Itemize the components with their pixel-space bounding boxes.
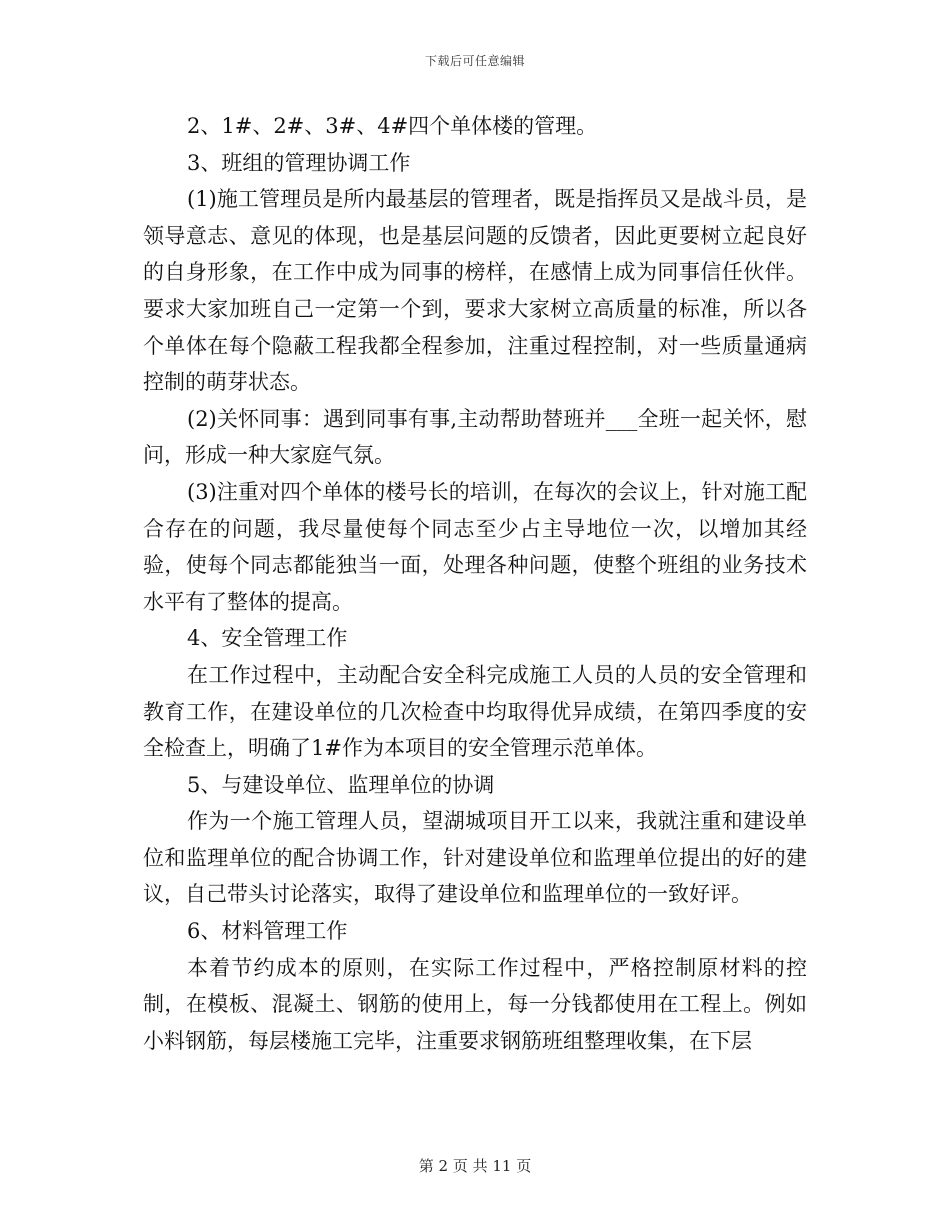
paragraph-training: (3)注重对四个单体的楼号长的培训，在每次的会议上，针对施工配合存在的问题，我尽量使每个同志至少占主导地位一次，以增加其经验，使每个同志都能独当一面，处理各种问题，使整个班组的业务技术水平有了整体的提高。 xyxy=(143,479,807,614)
section-heading-coordination: 5、与建设单位、监理单位的协调 xyxy=(187,772,495,797)
section-heading-safety-management: 4、安全管理工作 xyxy=(187,626,348,651)
header-note: 下载后可任意编辑 xyxy=(424,54,525,68)
paragraph-item-heading: 2、1#、2#、3#、4#四个单体楼的管理。 xyxy=(187,114,598,138)
page-number: 第 2 页 共 11 页 xyxy=(418,1157,532,1175)
paragraph-safety-management: 在工作过程中，主动配合安全科完成施工人员的人员的安全管理和教育工作，在建设单位的几次检查中均取得优异成绩，在第四季度的安全检查上，明确了1#作为本项目的安全管理示范单体。 xyxy=(143,662,807,761)
paragraph-coordination: 作为一个施工管理人员，望湖城项目开工以来，我就注重和建设单位和监理单位的配合协调工作，针对建设单位和监理单位提出的好的建议，自己带头讨论落实，取得了建设单位和监理单位的一致好评。 xyxy=(143,809,807,907)
paragraph-construction-manager-role: (1)施工管理员是所内最基层的管理者，既是指挥员又是战斗员，是领导意志、意见的体现，也是基层问题的反馈者，因此更要树立起良好的自身形象，在工作中成为同事的榜样，在感情上成为同事信任伙伴。要求大家加班自己一定第一个到，要求大家树立高质量的标准，所以各个单体在每个隐蔽工程我都全程参加，注重过程控制，对一些质量通病控制的萌芽状态。 xyxy=(143,187,807,395)
document-body xyxy=(143,108,807,1059)
section-heading-team-management: 3、班组的管理协调工作 xyxy=(187,150,411,175)
paragraph-material-management: 本着节约成本的原则，在实际工作过程中，严格控制原材料的控制，在模板、混凝土、钢筋的使用上，每一分钱都使用在工程上。例如小料钢筋，每层楼施工完毕，注重要求钢筋班组整理收集，在下层 xyxy=(143,955,807,1053)
section-heading-material-management: 6、材料管理工作 xyxy=(187,919,348,944)
paragraph-care-for-colleagues: (2)关怀同事：遇到同事有事,主动帮助替班并___全班一起关怀，慰问，形成一种大家庭气氛。 xyxy=(143,406,807,468)
